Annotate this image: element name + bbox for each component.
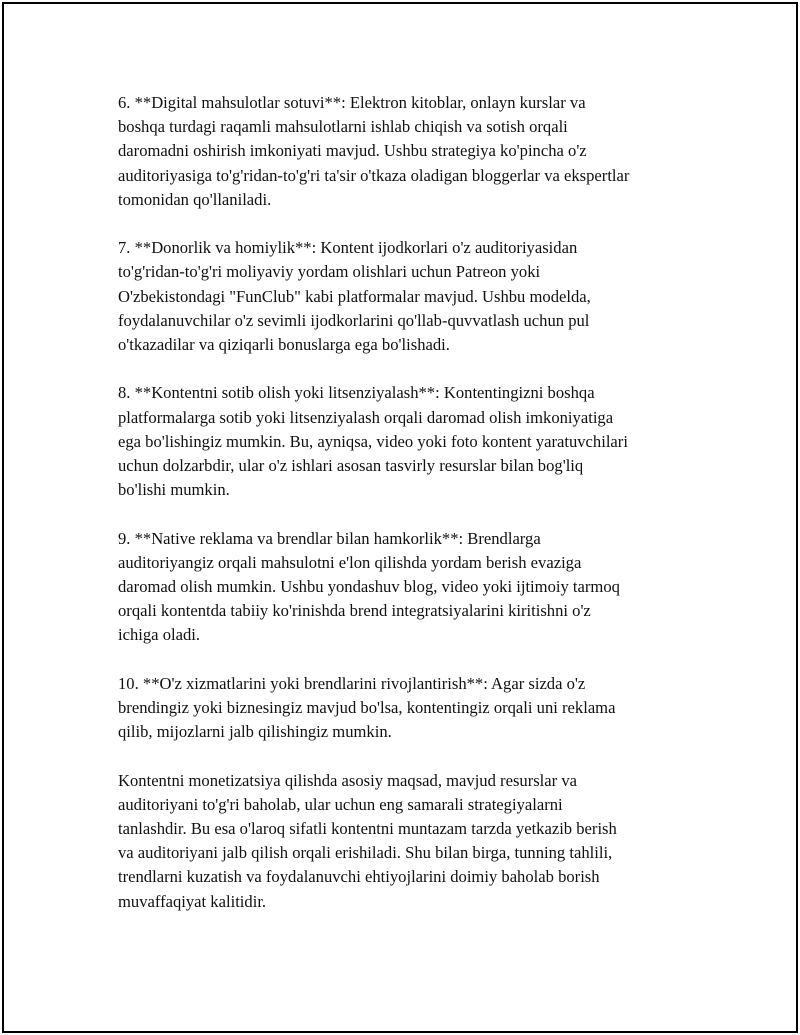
paragraph-own-brand: 10. **O'z xizmatlarini yoki brendlarini rivojlantirish**: Agar sizda o'z brendingiz yoki biznesingiz mavjud bo'lsa, kontentingiz orqali uni reklama qilib, mijozlarni jalb qilishingiz mumkin. [118, 673, 616, 742]
paragraph-conclusion: Kontentni monetizatsiya qilishda asosiy maqsad, mavjud resurslar va auditoriyani to'g'ri baholab, ular uchun eng samarali strategiyalarni tanlashdir. Bu esa o'laroq sifatli kontentni muntazam tarzda yetkazib berish va auditoriyani jalb qilish orqali erishiladi. Shu bilan birga, tunning tahlili, trendlarni kuzatish va foydalanuvchi ehtiyojlarini doimiy baholab borish muvaffaqiyat kalitidir. [118, 770, 617, 911]
paragraph-donations-sponsorship: 7. **Donorlik va homiylik**: Kontent ijodkorlari o'z auditoriyasidan to'g'ridan-to'g'ri moliyaviy yordam olishlari uchun Patreon yoki O'zbekistondagi "FunClub" kabi platformalar mavjud. Ushbu modelda, foydalanuvchilar o'z sevimli ijodkorlarini qo'llab-quvvatlash uchun pul o'tkazadilar va qiziqarli bonuslarga ega bo'lishadi. [118, 238, 591, 355]
paragraph-content-licensing: 8. **Kontentni sotib olish yoki litsenziyalash**: Kontentingizni boshqa platformalarga sotib yoki litsenziyalash orqali daromad olish imkoniyatiga ega bo'lishingiz mumkin. Bu, ayniqsa, video yoki foto kontent yaratuvchilari uchun dolzarbdir, ular o'z ishlari asosan tasvirly resurslar bilan bog'liq bo'lishi mumkin. [118, 383, 628, 500]
document-body [118, 91, 698, 914]
paragraph-native-advertising: 9. **Native reklama va brendlar bilan hamkorlik**: Brendlarga auditoriyangiz orqali mahsulotni e'lon qilishda yordam berish evaziga daromad olish mumkin. Ushbu yondashuv blog, video yoki ijtimoiy tarmoq orqali kontentda tabiiy ko'rinishda brend integratsiyalarini kiritishni o'z ichiga oladi. [118, 528, 620, 645]
paragraph-digital-products: 6. **Digital mahsulotlar sotuvi**: Elektron kitoblar, onlayn kurslar va boshqa turdagi raqamli mahsulotlarni ishlab chiqish va sotish orqali daromadni oshirish imkoniyati mavjud. Ushbu strategiya ko'pincha o'z auditoriyasiga to'g'ridan-to'g'ri ta'sir o'tkaza oladigan bloggerlar va ekspertlar tomonidan qo'llaniladi. [118, 93, 630, 209]
